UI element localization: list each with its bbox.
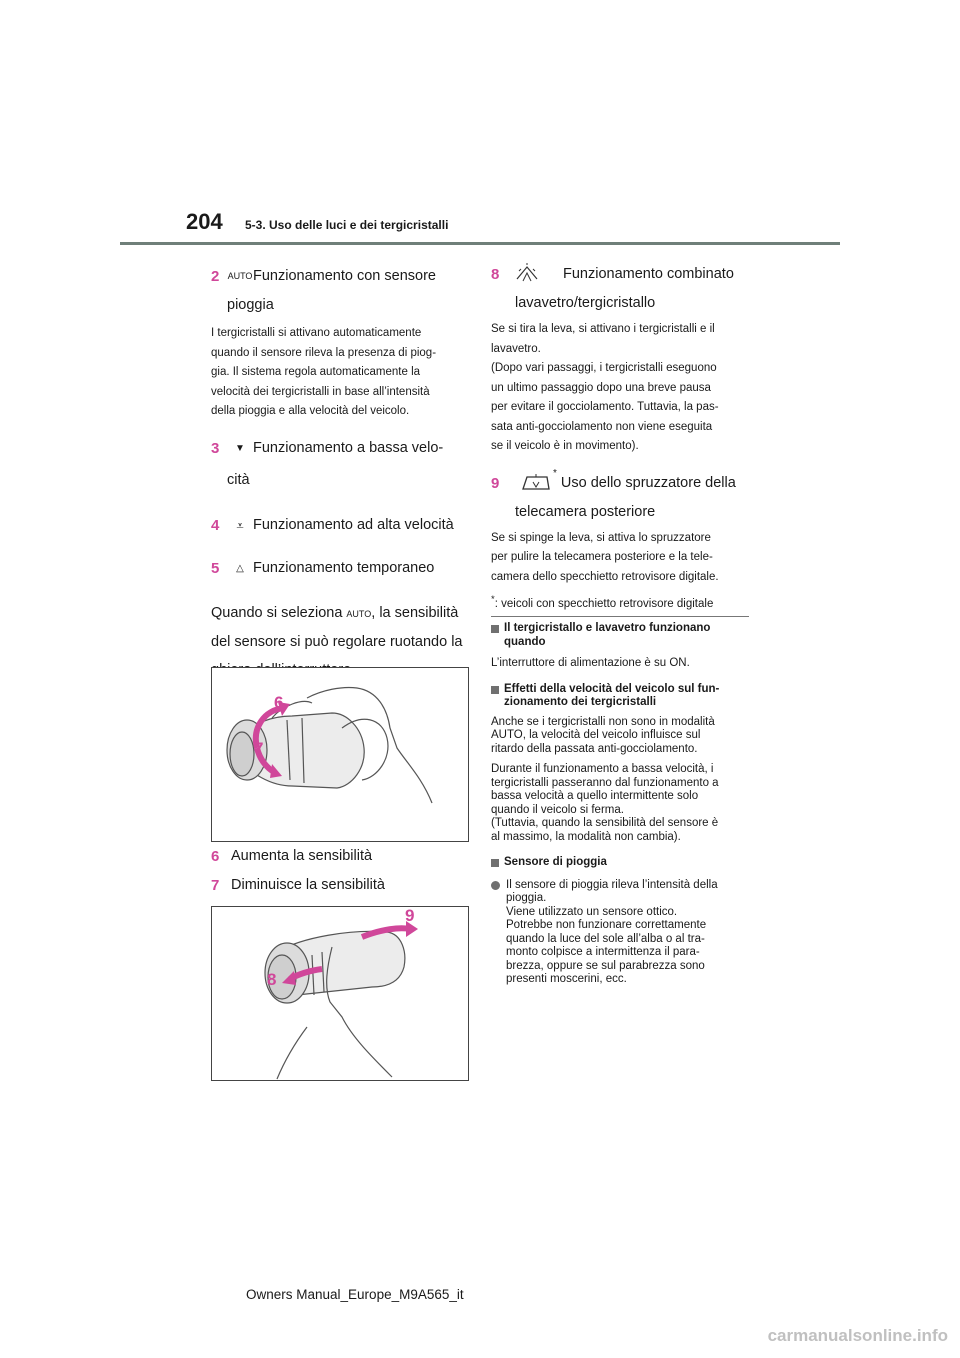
page-number: 204 <box>186 209 223 234</box>
item-9-desc: Se si spinge la leva, si attiva lo spruzzatore per pulire la telecamera posteriore e la tele- camera dello specchietto retrovisore digitale. *: veicoli con specchietto retrovisore digitale <box>491 529 753 615</box>
item-8-desc: Se si tira la leva, si attivano i tergicristalli e il lavavetro. (Dopo vari passaggi, i tergicristalli eseguono un ultimo passaggio dopo una breve pausa per evitare il gocciolamento. Tuttavia, la pas- sata anti-gocciolamento non viene eseguita se il veicolo è in movimento). <box>491 323 719 452</box>
round-bullet-icon <box>491 881 500 890</box>
item-4-title: 4 ⩡ Funzionamento ad alta velocità <box>211 511 471 540</box>
auto-icon: AUTO <box>227 271 253 281</box>
section-title: 5-3. Uso delle luci e dei tergicristalli <box>245 218 449 232</box>
wash-wipe-icon <box>515 260 563 289</box>
heading-operating-conditions: Il tergicristallo e lavavetro funzionano quando <box>491 622 753 649</box>
callout-7: 7 <box>254 739 264 758</box>
lever-dial-illustration <box>212 668 468 841</box>
speed-effects-para-2: Durante il funzionamento a bassa velocità, i tergicristalli passeranno dal funzionamento a bassa velocità a quello intermittente solo quando il veicolo si ferma. (Tuttavia, quando la sensibilità del sensore è al massimo, la modalità non cambia). <box>491 763 719 843</box>
figure-legend <box>211 842 471 900</box>
square-bullet-icon <box>491 859 499 867</box>
info-sections: Il tergicristallo e lavavetro funzionano quando L’interruttore di alimentazione è su ON. Effetti della velocità del veicolo sul fun- zionamento dei tergicristalli Anche se i tergicristalli non sono in modalità AUTO, la velocità del veicolo influisce sul ritardo della passata anti-gocciolamento. Durante il funzionamento a bassa velocità, i tergicristalli passeranno dal funzionamento a bassa velocità a quello intermittente solo quando il veicolo si ferma. (Tuttavia, quando la sensibilità del sensore è al massimo, la modalità non cambia). Sensore di pioggia Il sensore di pioggia rileva l’intensità della pioggia. Viene utilizzato un sensore ottico. Potrebbe non funzionare correttamente quando la luce del sole all’alba o al tra- monto colpisce a intermittenza il para- brezza, oppure se sul parabrezza sono presenti moscerini, ecc. <box>491 622 753 987</box>
high-speed-icon: ⩡ <box>236 517 244 533</box>
left-column <box>211 262 471 684</box>
section-divider <box>491 616 749 617</box>
auto-icon: AUTO <box>346 608 372 619</box>
legend-6: 6 Aumenta la sensibilità <box>211 848 373 865</box>
square-bullet-icon <box>491 625 499 633</box>
item-3-title-cont: cità <box>227 471 250 488</box>
item-5-title: 5 △ Funzionamento temporaneo <box>211 554 471 583</box>
legend-7: 7 Diminuisce la sensibilità <box>211 877 385 894</box>
rain-sensor-bullet: Il sensore di pioggia rileva l’intensità della pioggia. Viene utilizzato un sensore ottico. Potrebbe non funzionare correttamente quando la luce del sole all’alba o al tra- monto colpisce a intermittenza il para- brezza, oppure se sul parabrezza sono presenti moscerini, ecc. <box>491 879 753 987</box>
footer-doc-id: Owners Manual_Europe_M9A565_it <box>246 1287 464 1302</box>
lever-washer-illustration <box>212 907 468 1080</box>
square-bullet-icon <box>491 686 499 694</box>
item-3-title: 3 ▼ Funzionamento a bassa velo- <box>211 434 471 463</box>
right-column <box>491 260 753 614</box>
item-8-title-cont: lavavetro/tergicristallo <box>515 295 656 311</box>
camera-washer-icon <box>521 469 553 498</box>
item-2-title-cont: pioggia <box>227 297 274 313</box>
item-2-title: 2 AUTO Funzionamento con sensore <box>211 262 471 291</box>
temporary-icon: △ <box>236 562 244 574</box>
callout-8: 8 <box>267 970 277 989</box>
header-rule <box>120 242 840 245</box>
sensitivity-note: Quando si seleziona AUTO, la sensibilità del sensore si può regolare ruotando la <box>211 604 463 650</box>
heading-speed-effects: Effetti della velocità del veicolo sul fun- zionamento dei tergicristalli <box>491 683 753 710</box>
heading-rain-sensor: Sensore di pioggia <box>491 856 753 870</box>
item-2-desc: I tergicristalli si attivano automaticamente quando il sensore rileva la presenza di piog- gia. Il sistema regola automaticamente la velocità dei tergicristalli in base all’intensità della pioggia e alla velocità del veicolo. <box>211 327 437 417</box>
footnote: *: veicoli con specchietto retrovisore digitale <box>491 594 714 610</box>
speed-effects-para-1: Anche se i tergicristalli non sono in modalità AUTO, la velocità del veicolo influisce sul ritardo della passata anti-gocciolamento. <box>491 715 715 755</box>
callout-9: 9 <box>405 907 415 925</box>
watermark: carmanualsonline.info <box>767 1326 948 1345</box>
item-9-title: 9 * Uso dello spruzzatore della <box>491 469 753 498</box>
item-9-title-cont: telecamera posteriore <box>515 503 656 520</box>
figure-washer-lever <box>211 906 469 1081</box>
figure-sensitivity-dial <box>211 667 469 842</box>
callout-6: 6 <box>274 693 284 712</box>
item-8-title: 8 Funzionamento combinato <box>491 260 753 289</box>
low-speed-icon: ▼ <box>235 442 245 454</box>
